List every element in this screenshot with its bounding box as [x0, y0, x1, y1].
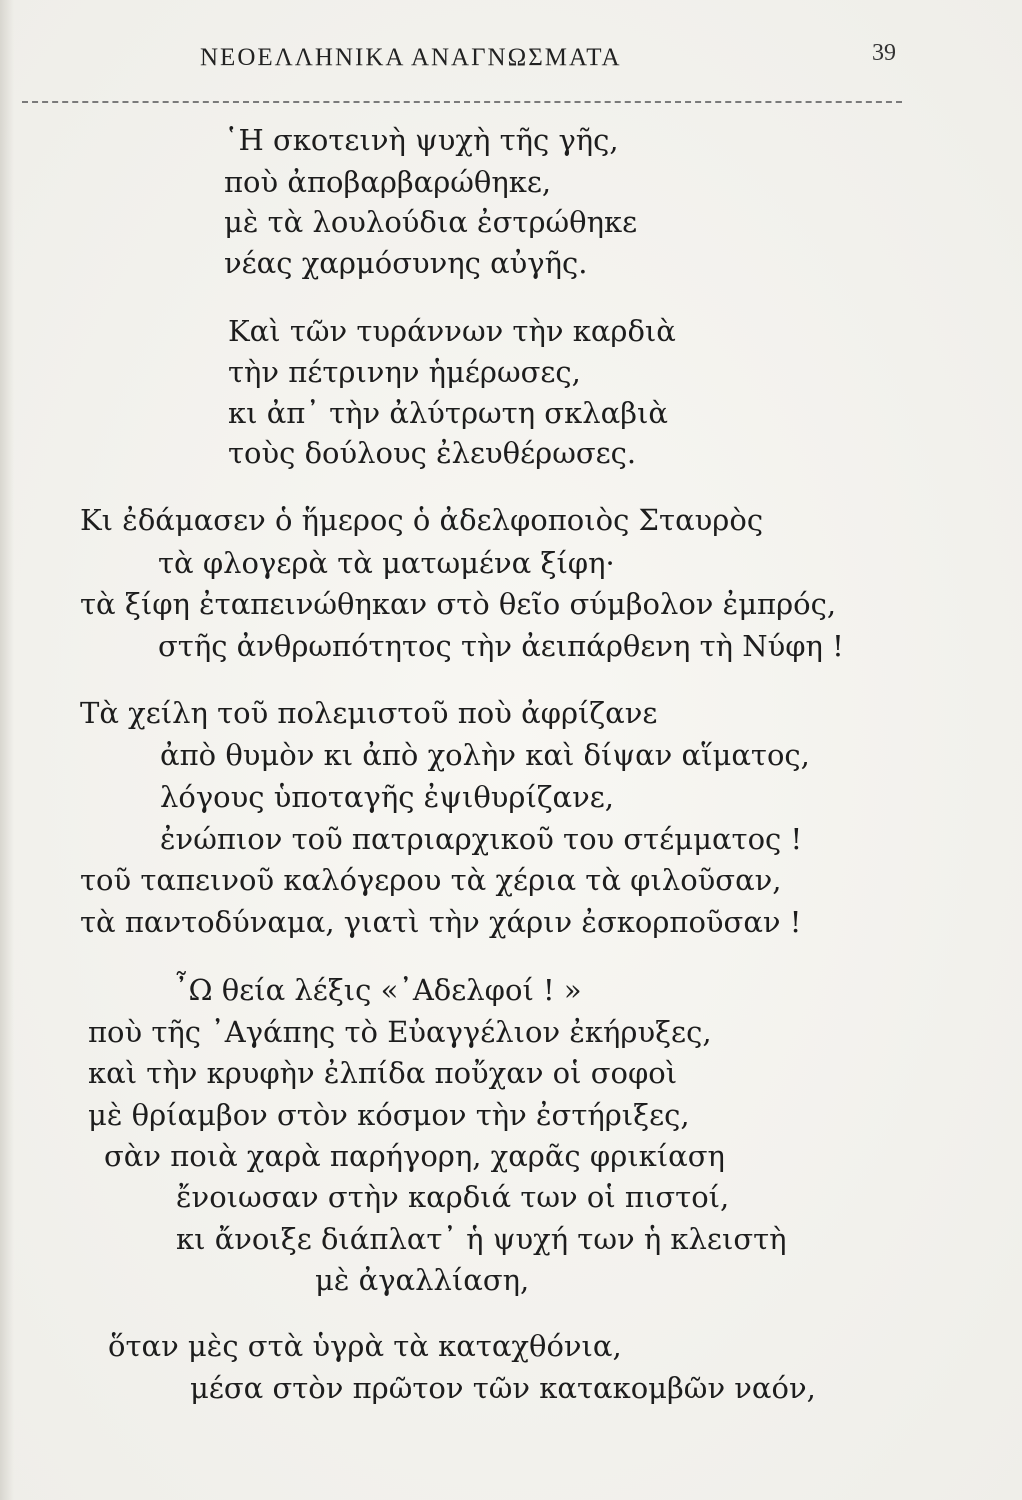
poem-line: μὲ θρίαμβον στὸν κόσμον τὴν ἐστήριξες,: [88, 1098, 690, 1132]
poem-line: Κι ἐδάμασεν ὁ ἥμερος ὁ ἀδελφοποιὸς Σταυρὸς: [80, 503, 764, 537]
poem-line: ἀπὸ θυμὸν κι ἀπὸ χολὴν καὶ δίψαν αἵματος,: [160, 738, 810, 772]
poem-line: τοῦ ταπεινοῦ καλόγερου τὰ χέρια τὰ φιλοῦσαν,: [80, 863, 782, 897]
poem-line: ῏Ω θεία λέξις «᾽Αδελφοί ! »: [174, 973, 582, 1007]
poem-line: μέσα στὸν πρῶτον τῶν κατακομβῶν ναόν,: [190, 1371, 816, 1405]
poem-line: καὶ τὴν κρυφὴν ἐλπίδα ποὔχαν οἱ σοφοὶ: [88, 1056, 678, 1090]
poem-line: κι ἄνοιξε διάπλατ᾽ ἡ ψυχή των ἡ κλειστὴ: [176, 1222, 787, 1256]
running-header-title: ΝΕΟΕΛΛΗΝΙΚΑ ΑΝΑΓΝΩΣΜΑΤΑ: [200, 44, 622, 71]
poem-line: τὰ φλογερὰ τὰ ματωμένα ξίφη·: [158, 546, 615, 580]
header-divider: [22, 101, 902, 103]
poem-line: μὲ τὰ λουλούδια ἐστρώθηκε: [224, 205, 638, 239]
poem-line: ἐνώπιον τοῦ πατριαρχικοῦ του στέμματος !: [160, 822, 803, 856]
poem-line: Τὰ χείλη τοῦ πολεμιστοῦ ποὺ ἀφρίζανε: [80, 696, 658, 730]
poem-line: νέας χαρμόσυνης αὐγῆς.: [224, 246, 588, 280]
poem-line: λόγους ὑποταγῆς ἐψιθυρίζανε,: [160, 780, 615, 814]
poem-line: τὴν πέτρινην ἡμέρωσες,: [228, 355, 581, 389]
page-gutter-shadow: [0, 0, 14, 1500]
poem-line: μὲ ἀγαλλίαση,: [315, 1263, 530, 1297]
poem-line: τὰ παντοδύναμα, γιατὶ τὴν χάριν ἐσκορποῦσαν !: [80, 905, 802, 939]
poem-line: τοὺς δούλους ἐλευθέρωσες.: [228, 436, 637, 470]
poem-line: στῆς ἀνθρωπότητος τὴν ἀειπάρθενη τὴ Νύφη !: [158, 629, 844, 663]
poem-line: τὰ ξίφη ἐταπεινώθηκαν στὸ θεῖο σύμβολον ἐμπρός,: [80, 587, 837, 621]
poem-line: ὅταν μὲς στὰ ὑγρὰ τὰ καταχθόνια,: [108, 1329, 622, 1363]
poem-line: ῾Η σκοτεινὴ ψυχὴ τῆς γῆς,: [224, 123, 619, 157]
poem-line: κι ἀπ᾽ τὴν ἀλύτρωτη σκλαβιὰ: [228, 396, 668, 430]
poem-line: σὰν ποιὰ χαρὰ παρήγορη, χαρᾶς φρικίαση: [104, 1139, 725, 1173]
poem-line: Καὶ τῶν τυράννων τὴν καρδιὰ: [228, 314, 676, 348]
poem-line: ποὺ ἀποβαρβαρώθηκε,: [224, 165, 552, 199]
poem-line: ποὺ τῆς ᾽Αγάπης τὸ Εὐαγγέλιον ἐκήρυξες,: [88, 1015, 712, 1049]
page-number: 39: [872, 40, 896, 66]
poem-line: ἔνοιωσαν στὴν καρδιά των οἱ πιστοί,: [176, 1180, 730, 1214]
